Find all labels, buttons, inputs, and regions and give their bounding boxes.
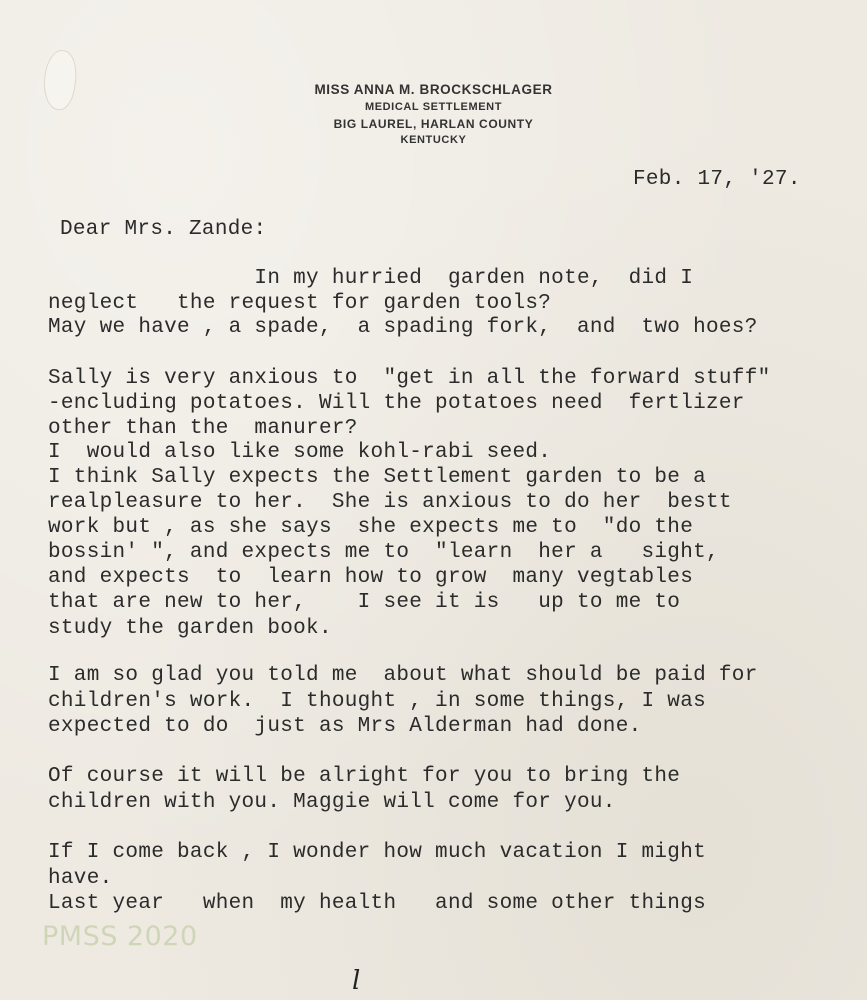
body-line: realpleasure to her. She is anxious to do her bestt — [48, 491, 732, 514]
body-line: neglect the request for garden tools? — [48, 292, 552, 315]
body-line: In my hurried garden note, did I — [48, 267, 694, 290]
letterhead-state: KENTUCKY — [400, 134, 467, 146]
page-number-mark: l — [352, 966, 361, 996]
body-line: I am so glad you told me about what should be paid for — [48, 664, 758, 687]
body-line: that are new to her, I see it is up to me to — [48, 591, 681, 614]
body-line: -encluding potatoes. Will the potatoes need fertlizer — [48, 392, 745, 415]
body-line: expected to do just as Mrs Alderman had done. — [48, 715, 642, 738]
body-line: work but , as she says she expects me to "do the — [48, 516, 694, 539]
body-line: May we have , a spade, a spading fork, and two hoes? — [48, 316, 758, 339]
body-line: I would also like some kohl-rabi seed. — [48, 441, 552, 464]
letterhead-name: MISS ANNA M. BROCKSCHLAGER — [314, 82, 553, 97]
body-line: study the garden book. — [48, 617, 332, 640]
body-line: children's work. I thought , in some things, I was — [48, 690, 707, 713]
body-line: If I come back , I wonder how much vacation I might — [48, 841, 707, 864]
letter-date: Feb. 17, '27. — [633, 168, 801, 191]
body-line: bossin' ", and expects me to "learn her a sight, — [48, 541, 719, 564]
body-line: Last year when my health and some other things — [48, 892, 707, 915]
body-line: and expects to learn how to grow many vegtables — [48, 566, 694, 589]
body-line: other than the manurer? — [48, 417, 358, 440]
body-line: children with you. Maggie will come for you. — [48, 791, 616, 814]
body-line: Sally is very anxious to "get in all the forward stuff" — [48, 367, 771, 390]
body-line: Of course it will be alright for you to bring the — [48, 765, 681, 788]
letterhead-organization: MEDICAL SETTLEMENT — [364, 101, 503, 113]
body-line: have. — [48, 867, 113, 890]
salutation: Dear Mrs. Zande: — [60, 218, 267, 241]
letterhead-address: BIG LAUREL, HARLAN COUNTY — [333, 117, 534, 131]
archive-watermark: PMSS 2020 — [42, 921, 198, 952]
body-line: I think Sally expects the Settlement garden to be a — [48, 466, 707, 489]
